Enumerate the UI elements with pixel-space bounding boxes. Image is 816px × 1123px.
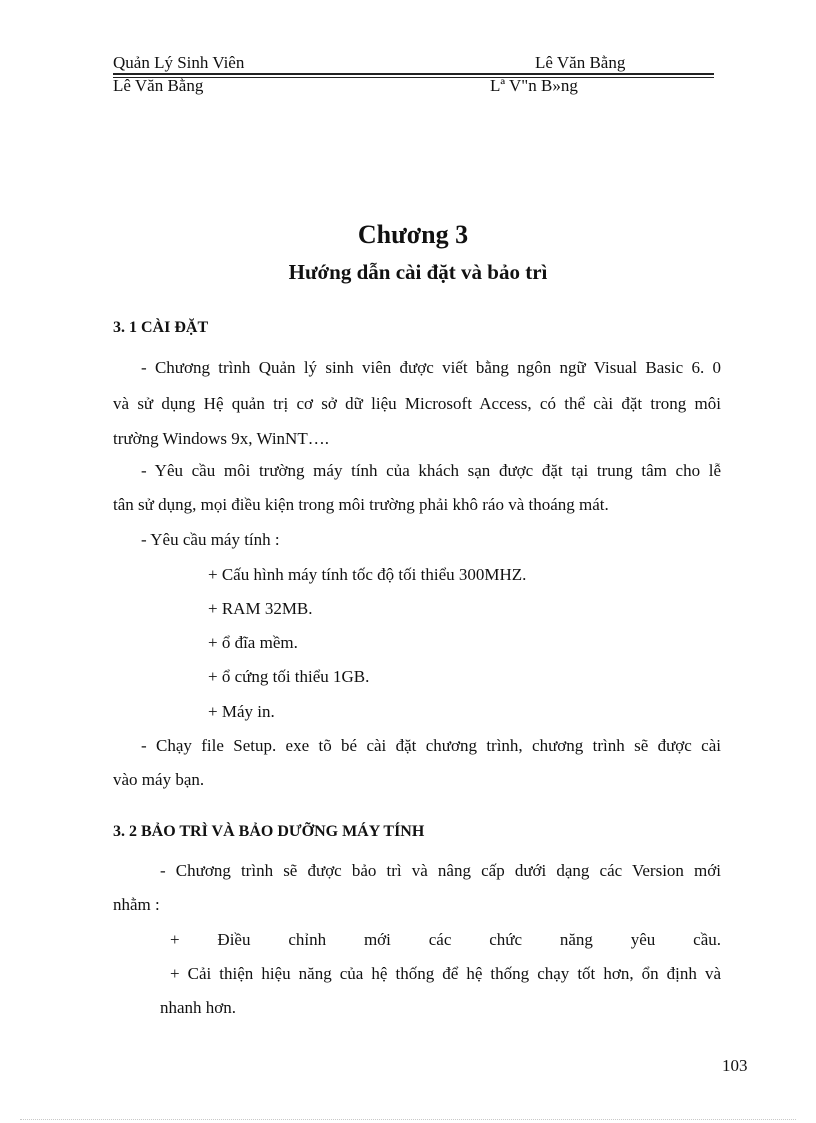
paragraph-line: nhằm : xyxy=(113,895,160,914)
list-item: + ổ cứng tối thiểu 1GB. xyxy=(208,667,370,686)
header-left-bottom: Lê Văn Bằng xyxy=(113,76,204,95)
list-item: + Điều chỉnh mới các chức năng yêu cầu. xyxy=(170,930,721,949)
page-bottom-divider xyxy=(20,1119,796,1120)
list-item-continuation: nhanh hơn. xyxy=(160,998,237,1017)
paragraph-line: - Chạy file Setup. exe tõ bé cài đặt chương trình, chương trình sẽ được cài xyxy=(141,736,721,755)
header-left-top: Quản Lý Sinh Viên xyxy=(113,53,245,72)
paragraph-line: và sử dụng Hệ quản trị cơ sở dữ liệu Microsoft Access, có thể cài đặt trong môi xyxy=(113,394,721,413)
paragraph-line: trường Windows 9x, WinNT…. xyxy=(113,429,329,448)
page-number: 103 xyxy=(722,1056,748,1075)
requirements-label: - Yêu cầu máy tính : xyxy=(141,530,280,549)
list-item: + RAM 32MB. xyxy=(208,599,313,618)
list-item: + ổ đĩa mềm. xyxy=(208,633,298,652)
chapter-title: Chương 3 xyxy=(357,220,469,249)
list-item: + Cấu hình máy tính tốc độ tối thiểu 300MHZ. xyxy=(208,565,527,584)
header-right-bottom: Lª V"n B»ng xyxy=(490,76,578,95)
list-item: + Máy in. xyxy=(208,702,275,721)
chapter-subtitle: Hướng dẫn cài đặt và bảo trì xyxy=(288,260,548,284)
header-right-top: Lê Văn Bằng xyxy=(535,53,626,72)
paragraph-line: - Yêu cầu môi trường máy tính của khách sạn được đặt tại trung tâm cho lễ xyxy=(141,461,721,480)
paragraph-line: vào máy bạn. xyxy=(113,770,205,789)
paragraph-line: tân sử dụng, mọi điều kiện trong môi trường phải khô ráo và thoáng mát. xyxy=(113,495,609,514)
section-heading-install: 3. 1 CÀI ĐẶT xyxy=(113,319,209,336)
paragraph-line: - Chương trình Quản lý sinh viên được viết bằng ngôn ngữ Visual Basic 6. 0 xyxy=(141,358,721,377)
header-rule xyxy=(113,73,714,75)
section-heading-maintenance: 3. 2 BẢO TRÌ VÀ BẢO DƯỠNG MÁY TÍNH xyxy=(113,823,425,840)
paragraph-line: - Chương trình sẽ được bảo trì và nâng cấp dưới dạng các Version mới xyxy=(160,861,721,880)
list-item: + Cải thiện hiệu năng của hệ thống để hệ thống chạy tốt hơn, ổn định và xyxy=(170,964,721,983)
